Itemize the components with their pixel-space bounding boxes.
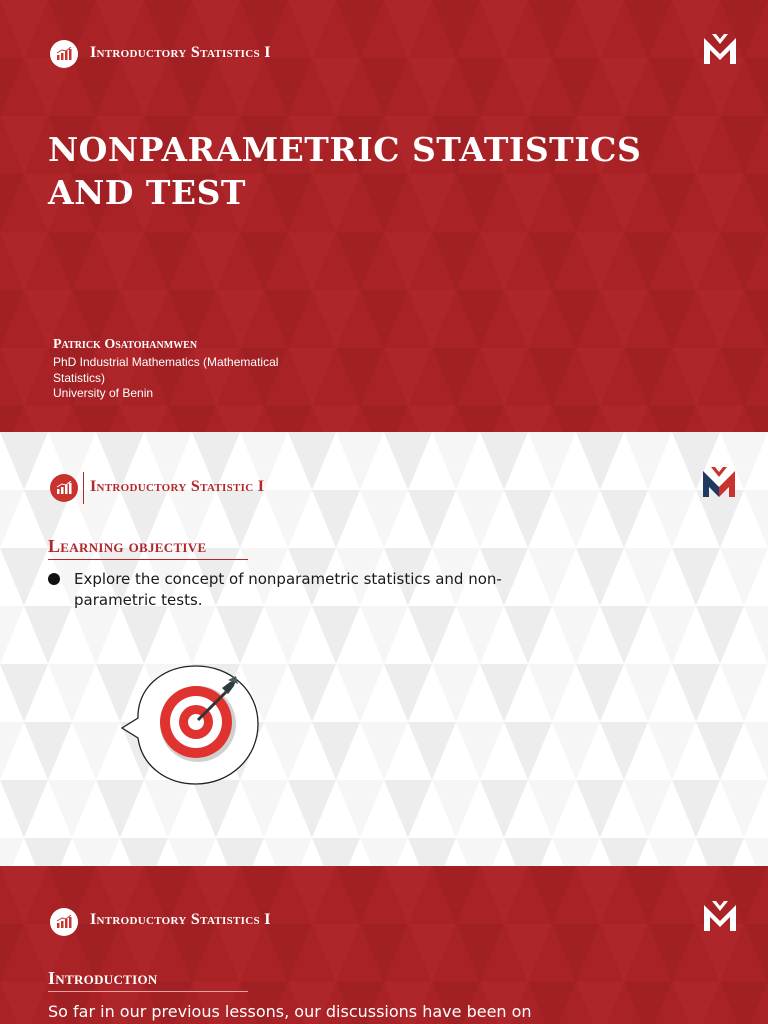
author-block <box>53 337 353 402</box>
intro-paragraph: So far in our previous lessons, our discussions have been on <box>48 1002 532 1021</box>
page-title: NONPARAMETRIC STATISTICS AND TEST <box>48 130 642 212</box>
author-institution: University of Benin <box>53 386 154 400</box>
course-badge <box>50 908 78 936</box>
slide-learning-objective <box>0 432 768 866</box>
author-degree-line-1: PhD Industrial Mathematics (Mathematical <box>53 355 279 369</box>
title-divider <box>83 472 84 504</box>
target-dart-icon <box>118 660 263 790</box>
bar-chart-icon <box>56 915 72 929</box>
list-item <box>48 569 548 611</box>
course-title: Introductory Statistics I <box>90 911 271 928</box>
course-badge <box>50 40 78 68</box>
bullet-text: Explore the concept of nonparametric statistics and non-parametric tests. <box>74 570 502 609</box>
bullet-dot-icon <box>48 573 60 585</box>
m-logo-icon <box>702 899 738 933</box>
course-badge <box>50 474 78 502</box>
author-degree-line-2: Statistics) <box>53 370 106 385</box>
heading-underline <box>48 559 248 560</box>
bar-chart-icon <box>56 47 72 61</box>
course-title: Introductory Statistics I <box>90 44 271 61</box>
course-title: Introductory Statistic I <box>90 478 265 495</box>
background-pattern <box>0 432 768 866</box>
author-name: Patrick Osatohanmwen <box>53 337 198 352</box>
target-illustration <box>118 660 263 790</box>
slide-introduction <box>0 866 768 1024</box>
section-heading: Introduction <box>48 968 158 988</box>
m-logo-icon <box>702 32 738 66</box>
bar-chart-icon <box>56 481 72 495</box>
slide-title <box>0 0 768 432</box>
heading-underline <box>48 991 248 992</box>
section-heading: Learning objective <box>48 536 207 556</box>
m-logo-icon <box>701 465 737 499</box>
